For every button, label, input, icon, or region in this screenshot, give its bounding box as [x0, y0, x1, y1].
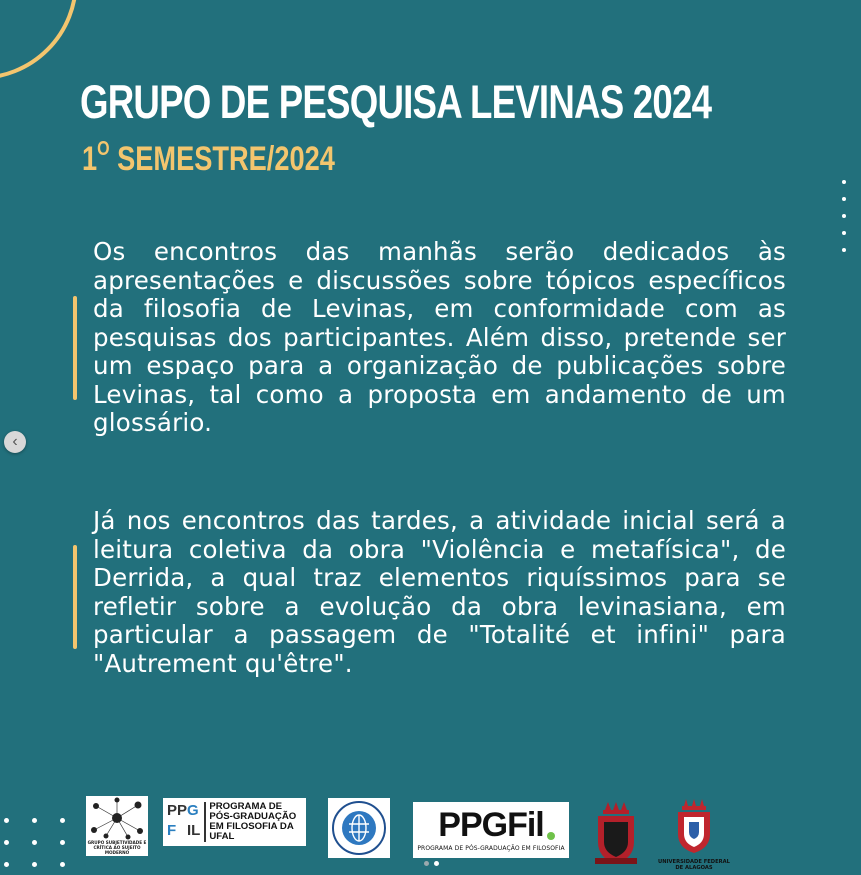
ufal-crest-icon: [674, 798, 714, 854]
logo-ppg-ufal: [163, 798, 306, 846]
logo-research-group: [86, 796, 148, 856]
pager-dot-2[interactable]: [434, 861, 439, 866]
paragraph-mornings: Os encontros das manhãs serão dedicados às apresentações e discussões sobre tópicos específicos da filosofia de Levinas, em conformidade com as pesquisas dos participantes. Além disso, pretende ser um espaço para a organização de publicações sobre Levinas, tal como a proposta em andamento de um glossário.: [93, 237, 786, 437]
page-subtitle: [82, 140, 335, 179]
subtitle-number: 1: [82, 140, 98, 178]
previous-slide-button[interactable]: [4, 431, 26, 453]
ppgfil-tagline: PROGRAMA DE PÓS-GRADUAÇÃO EM FILOSOFIA: [417, 845, 565, 852]
decorative-dots-left: [4, 818, 65, 867]
logo-ppgfil: [413, 802, 569, 858]
network-icon: [86, 796, 148, 842]
logo-philosophy-seal: [328, 798, 390, 858]
ppg-letters-2: G: [187, 802, 199, 819]
slide-pager: [424, 861, 439, 866]
logo-research-group-caption: GRUPO SUBJETIVIDADE E CRÍTICA AO SUJEITO MODERNO: [87, 840, 147, 855]
ppg-letters-3: F: [167, 822, 177, 839]
chevron-left-icon: ‹: [12, 433, 18, 450]
logo-ufal: [655, 798, 733, 872]
decorative-arc: [0, 0, 78, 80]
decorative-dots-right: [842, 180, 846, 252]
ppg-program-name: PROGRAMA DE PÓS-GRADUAÇÃO EM FILOSOFIA DA UFAL: [204, 802, 302, 842]
accent-bar-1: [73, 296, 77, 400]
pager-dot-1[interactable]: [424, 861, 429, 866]
ufal-name: UNIVERSIDADE FEDERAL DE ALAGOAS: [658, 859, 730, 871]
paragraph-afternoons: Já nos encontros das tardes, a atividade inicial será a leitura coletiva da obra "Violência e metafísica", de Derrida, a qual traz elementos riquíssimos para se refletir sobre a evolução da obra levinasiana, em particular a passagem de "Totalité et infini" para "Autrement qu'être".: [93, 506, 786, 678]
logo-crest: [593, 800, 639, 868]
ppg-mark: [167, 802, 200, 842]
subtitle-ordinal: O: [97, 138, 110, 160]
page-title: GRUPO DE PESQUISA LEVINAS 2024: [80, 75, 712, 128]
ppg-letters-1: PP: [167, 802, 188, 819]
green-dot-icon: [547, 832, 555, 840]
ppg-letters-4: IL: [187, 822, 201, 839]
crest-icon: [593, 800, 639, 868]
accent-bar-2: [73, 545, 77, 649]
subtitle-text: SEMESTRE/2024: [109, 140, 335, 178]
ppgfil-wordmark: PPGFil: [438, 806, 544, 844]
seal-icon: [331, 800, 387, 856]
